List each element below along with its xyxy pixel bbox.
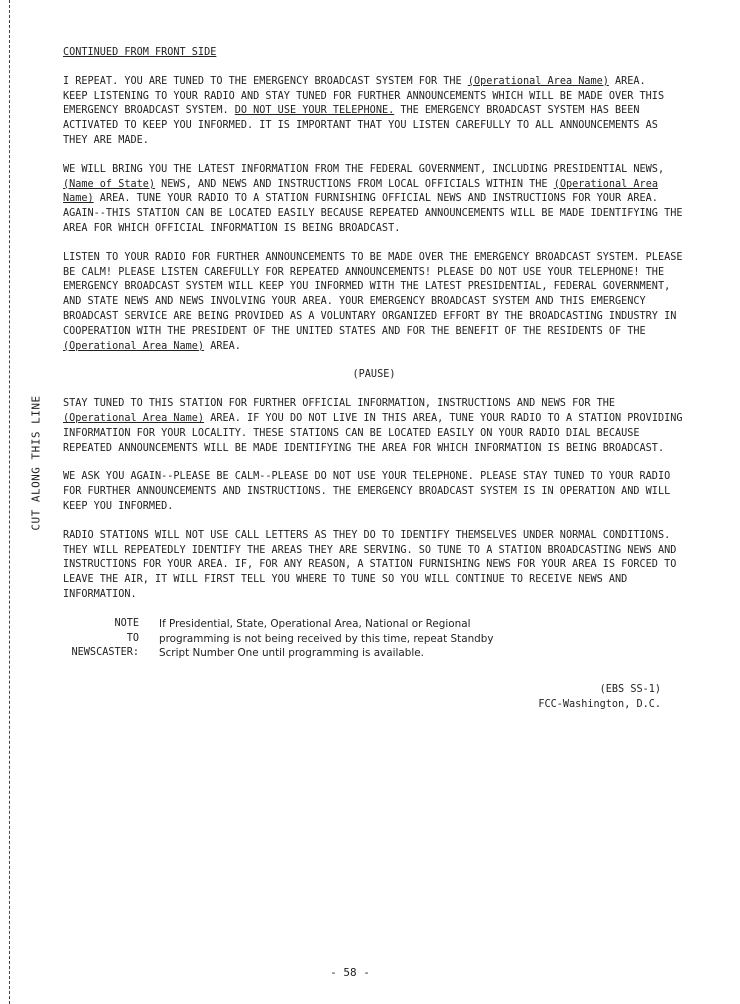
p2-text-c: NEWS, AND NEWS AND INSTRUCTIONS FROM LOCAL OFFICIALS WITHIN THE <box>155 178 554 190</box>
cut-along-line-label: CUT ALONG THIS LINE <box>29 395 43 531</box>
paragraph-ask-again: WE ASK YOU AGAIN--PLEASE BE CALM--PLEASE DO NOT USE YOUR TELEPHONE. PLEASE STAY TUNED TO YOUR RADIO FOR FURTHER ANNOUNCEMENTS AND INSTRUCTIONS. THE EMERGENCY BROADCAST SYSTEM IS IN OPERATION AND WILL KEEP YOU INFORMED. <box>63 471 671 512</box>
note-text-line: If Presidential, State, Operational Area, National or Regional <box>159 617 471 630</box>
p2-text-e: AREA. TUNE YOUR RADIO TO A STATION FURNISHING OFFICIAL NEWS AND INSTRUCTIONS FOR YOUR AREA. AGAIN--THIS STATION CAN BE LOCATED EASILY BECAUSE REPEATED ANNOUNCEMENTS WILL BE MADE IDENTIFYING THE AREA FOR WHICH OFFICIAL INFORMATION IS BEING BROADCAST. <box>63 193 683 234</box>
p4-text-a: STAY TUNED TO THIS STATION FOR FURTHER OFFICIAL INFORMATION, INSTRUCTIONS AND NEWS FOR THE <box>63 398 616 410</box>
p2-state-name-blank: (Name of State) <box>63 178 156 190</box>
p3-text-a: LISTEN TO YOUR RADIO FOR FURTHER ANNOUNCEMENTS TO BE MADE OVER THE EMERGENCY BROADCAST SYSTEM. PLEASE BE CALM! PLEASE LISTEN CAREFULLY FOR REPEATED ANNOUNCEMENTS! PLEASE DO NOT USE YOUR TELEPHONE! THE EMERGENCY BROADCAST SYSTEM WILL KEEP YOU INFORMED WITH THE LATEST PRESIDENTIAL, FEDERAL GOVERNMENT, AND STATE NEWS AND NEWS INVOLVING YOUR AREA. YOUR EMERGENCY BROADCAST SYSTEM AND THIS EMERGENCY BROADCAST SERVICE ARE BEING PROVIDED AS A VOLUNTARY ORGANIZED EFFORT BY THE BROADCASTING INDUSTRY IN COOPERATION WITH THE PRESIDENT OF THE UNITED STATES AND FOR THE BENEFIT OF THE RESIDENTS OF THE <box>63 251 683 337</box>
continued-header: CONTINUED FROM FRONT SIDE <box>63 47 217 58</box>
paragraph-listen <box>63 251 685 355</box>
p1-text-f: THE EMERGENCY BROADCAST SYSTEM HAS BEEN ACTIVATED TO KEEP YOU INFORMED. IT IS IMPORTANT THAT YOU LISTEN CAREFULLY TO ALL ANNOUNCEMENTS AS THEY ARE MADE. <box>63 105 658 146</box>
paragraph-stay-tuned <box>63 397 685 456</box>
p1-text-d: KEEP LISTENING TO YOUR RADIO AND STAY TUNED FOR FURTHER ANNOUNCEMENTS WHICH WILL BE MADE OVER THIS EMERGENCY BROADCAST SYSTEM. <box>63 90 665 117</box>
p4-area-name-blank: (Operational Area Name) <box>63 412 205 424</box>
p1-text-a: I REPEAT. YOU ARE TUNED TO THE EMERGENCY BROADCAST SYSTEM FOR THE <box>63 75 468 87</box>
p2-area-name-blank: (Operational Area Name) <box>63 178 658 205</box>
page-number: - 58 - <box>330 966 370 979</box>
note-label-line: TO <box>126 632 139 644</box>
paragraph-repeat <box>63 75 685 149</box>
note-label-line: NEWSCASTER: <box>71 647 139 659</box>
document-body <box>63 46 685 713</box>
note-text <box>159 617 619 661</box>
p3-text-c: AREA. <box>204 340 241 352</box>
p1-area-name-blank: (Operational Area Name) <box>467 75 609 87</box>
p4-text-c: AREA. IF YOU DO NOT LIVE IN THIS AREA, TUNE YOUR RADIO TO A STATION PROVIDING INFORMATION FOR YOUR LOCALITY. THESE STATIONS CAN BE LOCATED EASILY ON YOUR RADIO DIAL BECAUSE REPEATED ANNOUNCEMENTS WILL BE MADE IDENTIFYING THE AREA FOR WHICH INFORMATION IS BEING BROADCAST. <box>63 412 683 454</box>
note-to-newscaster <box>63 617 685 661</box>
document-code: (EBS SS-1) <box>599 684 661 696</box>
p3-area-name-blank: (Operational Area Name) <box>63 340 205 352</box>
document-signature <box>63 683 685 713</box>
note-label <box>63 617 139 661</box>
p1-text-c: AREA. <box>608 75 646 87</box>
paragraph-call-letters: RADIO STATIONS WILL NOT USE CALL LETTERS AS THEY DO TO IDENTIFY THEMSELVES UNDER NORMAL CONDITIONS. THEY WILL REPEATEDLY IDENTIFY THE AREAS THEY ARE SERVING. SO TUNE TO A STATION BROADCASTING NEWS AND INSTRUCTIONS FOR YOUR AREA. IF, FOR ANY REASON, A STATION FURNISHING NEWS FOR YOUR AREA IS FORCED TO LEAVE THE AIR, IT WILL FIRST TELL YOU WHERE TO TUNE SO YOU WILL CONTINUE TO RECEIVE NEWS AND INFORMATION. <box>63 529 677 600</box>
p2-text-a: WE WILL BRING YOU THE LATEST INFORMATION FROM THE FEDERAL GOVERNMENT, INCLUDING PRESIDENTIAL NEWS, <box>63 163 665 175</box>
p1-no-telephone: DO NOT USE YOUR TELEPHONE. <box>234 105 395 117</box>
note-text-line: Script Number One until programming is available. <box>159 647 424 660</box>
paragraph-latest-information <box>63 163 685 237</box>
cut-line <box>9 0 10 1004</box>
note-label-line: NOTE <box>114 617 139 629</box>
issuing-agency: FCC-Washington, D.C. <box>538 698 661 710</box>
pause-marker: (PAUSE) <box>352 369 396 381</box>
note-text-line: programming is not being received by this time, repeat Standby <box>159 632 494 645</box>
